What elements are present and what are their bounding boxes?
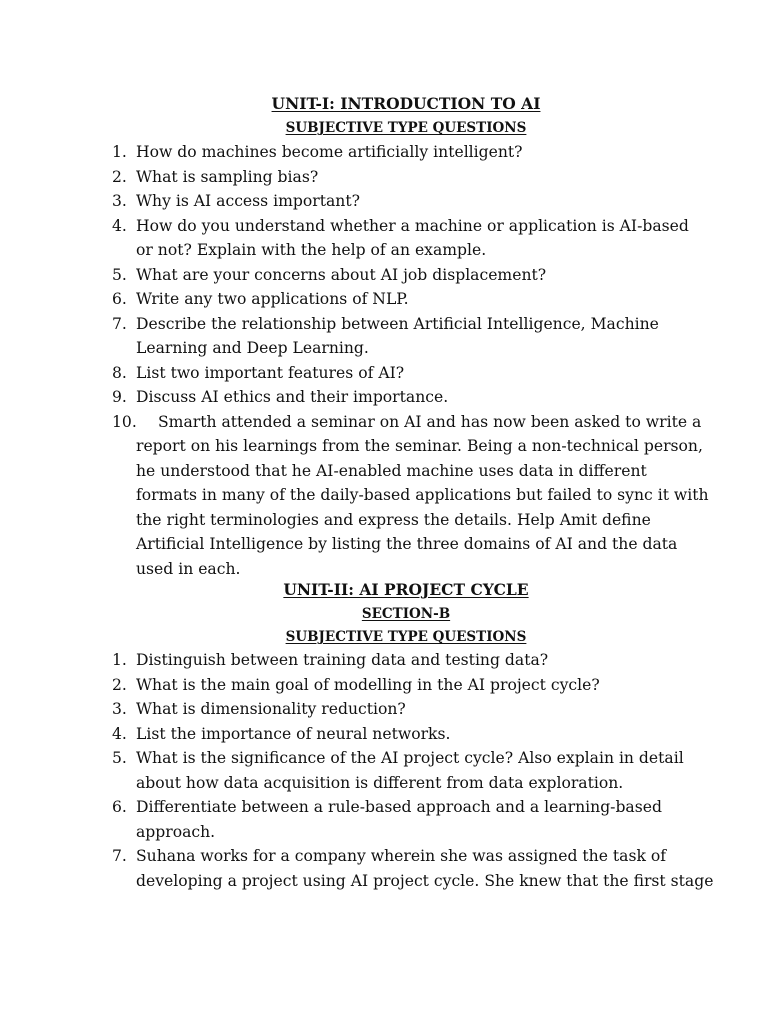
question-text-line: used in each. <box>136 559 241 578</box>
unit1-subtitle: SUBJECTIVE TYPE QUESTIONS <box>285 120 527 136</box>
question-number: 3. <box>112 192 127 210</box>
question-number: 3. <box>112 700 127 718</box>
question-item <box>0 746 684 795</box>
question-item <box>0 214 689 263</box>
question-item <box>0 361 676 386</box>
question-number: 4. <box>112 724 127 743</box>
question-text-line: What is dimensionality reduction? <box>136 700 406 718</box>
question-text-line: Learning and Deep Learning. <box>136 339 369 357</box>
question-text-line: the right terminologies and express the details. Help Amit define <box>136 510 651 529</box>
question-item <box>0 140 676 165</box>
question-number: 6. <box>112 290 127 308</box>
question-text-line: What is the main goal of modelling in the AI project cycle? <box>136 675 600 694</box>
question-text-line: developing a project using AI project cycle. She knew that the first stage <box>136 871 714 890</box>
unit2-section: SECTION-B <box>361 606 451 622</box>
question-item <box>0 410 709 582</box>
question-item <box>0 844 714 893</box>
question-text-line: Write any two applications of NLP. <box>136 290 409 308</box>
question-number: 4. <box>112 216 127 235</box>
question-text-line: Why is AI access important? <box>136 192 360 210</box>
question-text-line: Discuss AI ethics and their importance. <box>136 388 449 406</box>
question-text-line: List the importance of neural networks. <box>136 724 451 743</box>
question-text-line: Smarth attended a seminar on AI and has now been asked to write a <box>158 412 702 431</box>
question-number: 7. <box>112 314 127 333</box>
question-number: 8. <box>112 363 127 382</box>
question-text-line: Describe the relationship between Artificial Intelligence, Machine <box>136 314 659 333</box>
question-text-line: How do you understand whether a machine or application is AI-based <box>136 216 689 235</box>
question-text-line: Artificial Intelligence by listing the three domains of AI and the data <box>136 535 678 553</box>
question-item <box>0 722 676 747</box>
unit2-question-list <box>0 648 768 893</box>
question-text-line: about how data acquisition is different from data exploration. <box>136 773 624 792</box>
question-item <box>0 673 676 698</box>
question-number: 1. <box>112 651 127 669</box>
unit1-title: UNIT-I: INTRODUCTION TO AI <box>271 94 541 113</box>
question-item <box>0 697 676 722</box>
question-item <box>0 287 676 312</box>
question-number: 1. <box>112 143 127 161</box>
question-text-line: approach. <box>136 822 216 841</box>
question-item <box>0 795 676 844</box>
unit2-title: UNIT-II: AI PROJECT CYCLE <box>283 580 529 599</box>
question-text-line: What is sampling bias? <box>136 167 319 186</box>
question-text-line: he understood that he AI-enabled machine uses data in different <box>136 461 647 480</box>
question-number: 9. <box>112 388 127 406</box>
question-number: 10. <box>112 412 137 431</box>
question-text-line: report on his learnings from the seminar. Being a non-technical person, <box>136 437 703 455</box>
question-item <box>0 189 676 214</box>
question-number: 5. <box>112 265 127 284</box>
question-number: 5. <box>112 749 127 767</box>
question-text-line: List two important features of AI? <box>136 363 405 382</box>
unit1-question-list <box>0 140 768 581</box>
question-text-line: Suhana works for a company wherein she was assigned the task of <box>136 847 667 865</box>
question-text-line: What are your concerns about AI job displacement? <box>136 265 547 284</box>
unit2-subtitle: SUBJECTIVE TYPE QUESTIONS <box>285 629 527 645</box>
question-item <box>0 165 676 190</box>
question-number: 7. <box>112 847 127 865</box>
question-number: 6. <box>112 798 127 816</box>
question-item <box>0 263 676 288</box>
question-text-line: How do machines become artificially intelligent? <box>136 143 523 161</box>
question-text-line: formats in many of the daily-based applications but failed to sync it with <box>136 486 709 504</box>
question-text-line: Distinguish between training data and testing data? <box>136 651 549 669</box>
question-item <box>0 648 676 673</box>
question-item <box>0 312 676 361</box>
question-number: 2. <box>112 167 127 186</box>
question-number: 2. <box>112 675 127 694</box>
question-text-line: What is the significance of the AI project cycle? Also explain in detail <box>136 749 684 767</box>
question-item <box>0 385 676 410</box>
question-text-line: Differentiate between a rule-based approach and a learning-based <box>136 798 662 816</box>
question-text-line: or not? Explain with the help of an example. <box>136 241 487 259</box>
